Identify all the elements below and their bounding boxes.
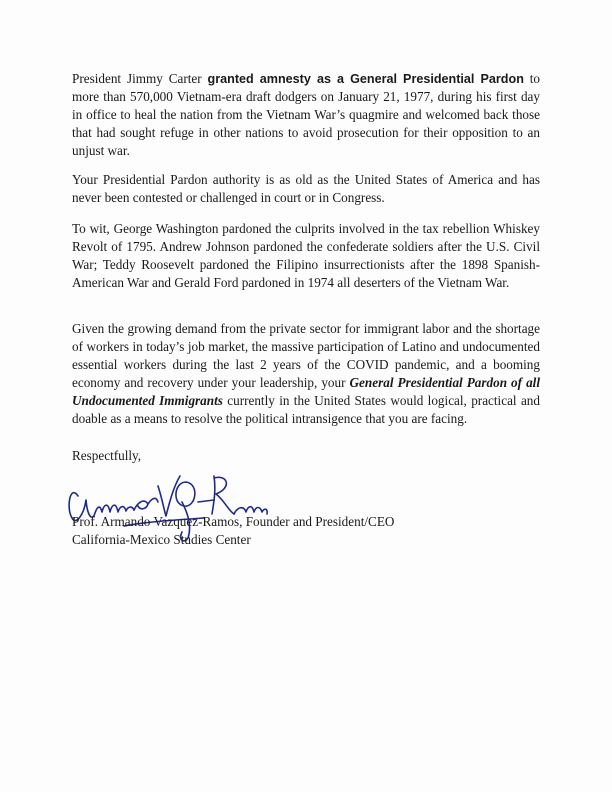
paragraph-text: Given the growing demand from the private sector for immigrant labor and the shortage of workers in today’s job market, the massive participation of Latino and undocumented essential workers during the last 2 years of the COVID pandemic, and a booming economy and recovery under your leadership, your <box>72 321 540 390</box>
signature-block <box>72 513 394 549</box>
paragraph-text: President Jimmy Carter <box>72 71 208 86</box>
signer-name: Prof. Armando Vazquez-Ramos, Founder and President/CEO <box>72 514 395 529</box>
paragraph-text: to more than 570,000 Vietnam-era draft dodgers on January 21, 1977, during his first day in office to heal the nation from the Vietnam War’s quagmire and welcomed back those that had sought refuge in other nations to avoid prosecution for their opposition to an unjust war. <box>72 71 541 158</box>
paragraph-historical-pardons: To wit, George Washington pardoned the culprits involved in the tax rebellion Whiskey Revolt of 1795. Andrew Johnson pardoned the confederate soldiers after the U.S. Civil War; Teddy Roosevelt pardoned the Filipino insurrectionists after the 1898 Spanish-American War and Gerald Ford pardoned in 1974 all deserters of the Vietnam War. <box>72 221 540 290</box>
emphasis-text: General Presidential Pardon of all Undocumented Immigrants <box>72 375 540 408</box>
signer-organization: California-Mexico Studies Center <box>72 532 251 547</box>
paragraph-text: currently in the United States would logical, practical and doable as a means to resolve the political intransigence that you are facing. <box>72 393 540 426</box>
paragraph-request <box>72 320 540 428</box>
closing-salutation: Respectfully, <box>72 448 142 463</box>
paragraph-carter-amnesty <box>72 70 540 160</box>
emphasis-text: granted amnesty as a General Presidential Pardon <box>207 72 524 86</box>
paragraph-pardon-authority: Your Presidential Pardon authority is as old as the United States of America and has never been contested or challenged in court or in Congress. <box>72 172 540 205</box>
